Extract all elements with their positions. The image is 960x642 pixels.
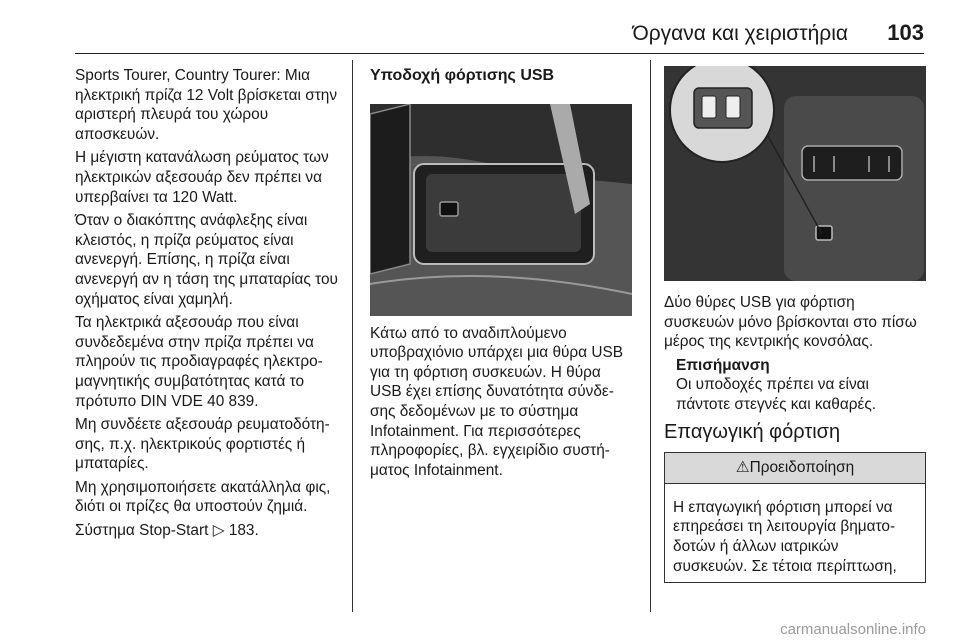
section-heading: Υποδοχή φόρτισης USB (370, 67, 555, 84)
paragraph: Μη συνδέετε αξεσουάρ ρευματοδότη-σης, π.χ. ηλεκτρικούς φορτιστές ή μπαταρίες. (75, 416, 330, 473)
section-heading: Επαγωγική φόρτιση (664, 420, 841, 443)
rear-usb-ports-illustration (664, 66, 926, 281)
cross-reference[interactable] (75, 521, 347, 541)
note-text: Οι υποδοχές πρέπει να είναι πάντοτε στεγνές και καθαρές. (676, 376, 877, 413)
paragraph: Η μέγιστη κατανάλωση ρεύματος των ηλεκτρικών αξεσουάρ δεν πρέπει να υπερβαίνει τα 120 Watt. (75, 149, 329, 206)
paragraph: Δύο θύρες USB για φόρτιση συσκευών μόνο βρίσκονται στο πίσω μέρος της κεντρικής κονσόλας. (664, 294, 917, 351)
note (664, 356, 926, 415)
warning-triangle-icon: ⚠ (735, 459, 750, 477)
column-middle (370, 66, 636, 484)
warning-heading: Προειδοποίηση (749, 459, 855, 477)
reference-page: 183. (228, 522, 259, 540)
reference-text: Σύστημα Stop-Start (75, 522, 209, 540)
warning-header (665, 453, 925, 484)
column-divider (650, 60, 651, 612)
watermark: carmanualsonline.info (780, 621, 926, 638)
page-number: 103 (887, 20, 924, 45)
usb-console-illustration (370, 104, 632, 316)
paragraph: Τα ηλεκτρικά αξεσουάρ που είναι συνδεδεμένα στην πρίζα πρέπει να πληρούν τις προδιαγραφές ηλεκτρο-μαγνητικής συμβατότητας κατά το πρότυπο DIN VDE 40 839. (75, 314, 323, 410)
column-left (75, 66, 347, 545)
note-heading: Επισήμανση (676, 356, 770, 374)
paragraph: Sports Tourer, Country Tourer: Μια ηλεκτρική πρίζα 12 Volt βρίσκεται στην αριστερή πλευρά του χώρου αποσκευών. (75, 67, 338, 143)
warning-text: Η επαγωγική φόρτιση μπορεί να επηρεάσει τη λειτουργία βηματο-δοτών ή άλλων ιατρικών συσκευών. Σε τέτοια περίπτωση, (673, 498, 897, 575)
header-rule (75, 53, 924, 54)
paragraph: Όταν ο διακόπτης ανάφλεξης είναι κλειστός, η πρίζα ρεύματος είναι ανενεργή. Επίσης, η πρίζα είναι ανενεργή αν η τάση της μπαταρίας του οχήματος είναι χαμηλή. (75, 212, 338, 308)
paragraph: Κάτω από το αναδιπλούμενο υποβραχιόνιο υπάρχει μια θύρα USB για τη φόρτιση συσκευών. Η θύρα USB έχει επίσης δυνατότητα σύνδε-σης δεδομένων με το σύστημα Infotainment. Για περισσότερες πληροφορίες, βλ. εγχειρίδιο συστή-ματος Infotainment. (370, 324, 624, 479)
arrow-reference-icon: ▷ (212, 522, 225, 540)
chapter-title: Όργανα και χειριστήρια (632, 22, 848, 45)
warning-box (664, 452, 926, 583)
column-divider (352, 60, 353, 612)
page-header (0, 0, 960, 58)
column-right (664, 66, 926, 583)
paragraph: Μη χρησιμοποιήσετε ακατάλληλα φις, διότι οι πρίζες θα υποστούν ζημιά. (75, 478, 331, 516)
